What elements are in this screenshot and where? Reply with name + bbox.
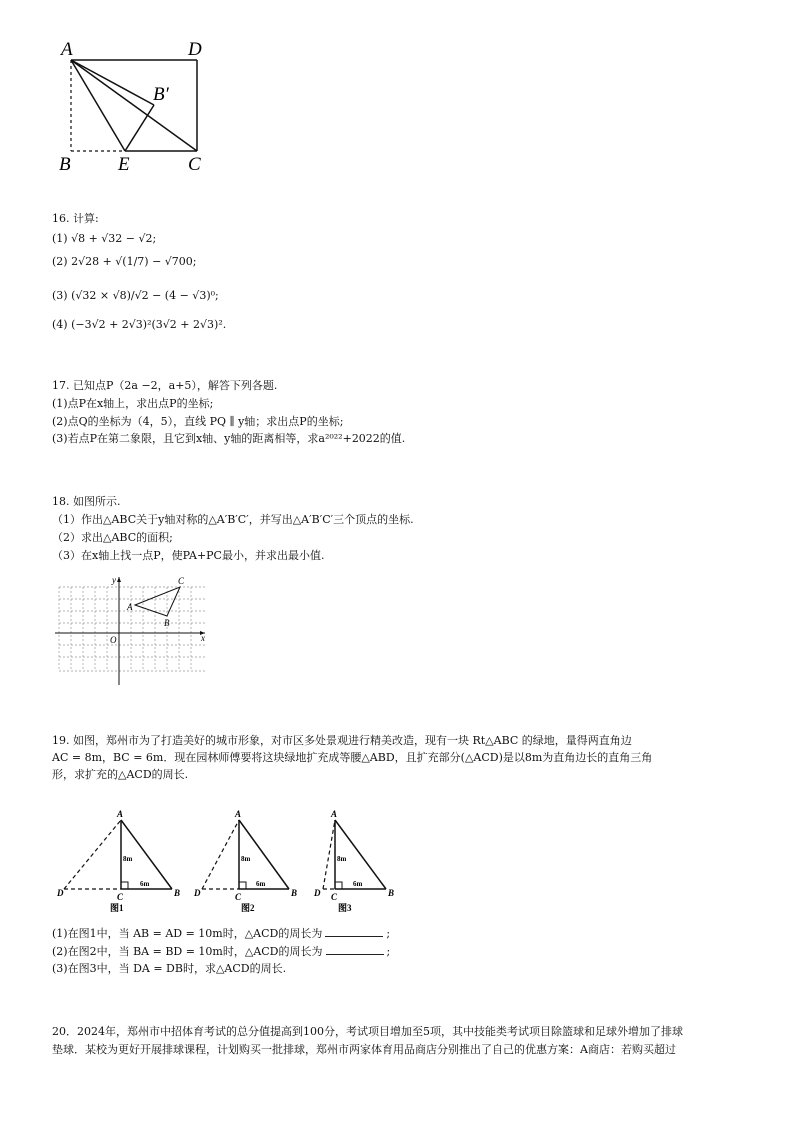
label-A: A (61, 39, 73, 60)
fig2-caption: 图2 (241, 903, 255, 913)
fig3-vertex-C: C (331, 892, 338, 902)
q20-line-1: 20．2024年，郑州市中招体育考试的总分值提高到100分，考试项目增加至5项，其中技能类考试项目除篮球和足球外增加了排球 (52, 1025, 683, 1038)
fig2-side-cb: 6m (256, 880, 266, 888)
q16-item-1: (1) √8 + √32 − √2; (52, 232, 157, 245)
q18-grid-figure (55, 575, 210, 687)
q19-sub-2 (52, 944, 390, 959)
fig3-side-ac: 8m (337, 855, 347, 863)
grid-label-y: y (112, 575, 116, 585)
q16-item-2: (2) 2√28 + √(1/7) − √700; (52, 255, 197, 268)
label-D: D (188, 39, 202, 60)
label-C: C (188, 154, 201, 175)
q16-item-3: (3) (√32 × √8)/√2 − (4 − √3)⁰; (52, 289, 219, 302)
fig2-vertex-D: D (194, 888, 201, 898)
fig3-caption: 图3 (338, 903, 352, 913)
q18-title: 18. 如图所示. (52, 495, 121, 508)
label-E: E (118, 154, 130, 175)
q16-title: 16. 计算: (52, 212, 99, 225)
q19-line-3: 形，求扩充的△ACD的周长. (52, 768, 189, 781)
grid-label-A: A (127, 602, 133, 612)
q19-sub-1 (52, 926, 390, 941)
fig1-vertex-D: D (57, 888, 64, 898)
fig1-vertex-B: B (174, 888, 181, 898)
q19-sub-1-end: ; (386, 927, 391, 940)
fig3-vertex-B: B (388, 888, 395, 898)
q19-line-1: 19. 如图，郑州市为了打造美好的城市形象，对市区多处景观进行精美改造，现有一块 Rt△ABC 的绿地，量得两直角边 (52, 734, 632, 747)
fig1-caption: 图1 (110, 903, 124, 913)
fig3-side-cb: 6m (353, 880, 363, 888)
rectangle-fold-figure (55, 38, 215, 178)
grid-label-C: C (178, 576, 185, 586)
q20-line-2: 垫球．某校为更好开展排球课程，计划购买一批排球，郑州市两家体育用品商店分别推出了自己的优惠方案：A商店：若购买超过 (52, 1043, 676, 1056)
q17-item-2: (2)点Q的坐标为（4，5），直线 PQ ∥ y轴；求出点P的坐标; (52, 415, 344, 428)
q19-figure-2 (190, 808, 305, 916)
label-B: B (59, 154, 71, 175)
q19-sub-1-text: (1)在图1中，当 AB = AD = 10m时，△ACD的周长为 (52, 927, 323, 940)
fig1-side-cb: 6m (140, 880, 150, 888)
grid-label-B: B (164, 618, 170, 628)
q17-item-3: (3)若点P在第二象限，且它到x轴、y轴的距离相等，求a²⁰²²+2022的值. (52, 432, 406, 445)
fig1-vertex-A: A (117, 809, 124, 819)
q19-answer-blank-2[interactable] (326, 944, 384, 955)
grid-label-O: O (110, 635, 117, 645)
q19-figure-3 (310, 808, 410, 916)
q18-item-1: （1）作出△ABC关于y轴对称的△A′B′C′，并写出△A′B′C′三个顶点的坐标. (52, 513, 414, 526)
q19-sub-3: (3)在图3中，当 DA = DB时，求△ACD的周长. (52, 962, 287, 975)
fig2-vertex-C: C (235, 892, 242, 902)
label-B-prime: B′ (153, 84, 169, 105)
q19-answer-blank-1[interactable] (325, 926, 383, 937)
q17-title: 17. 已知点P（2a −2，a+5），解答下列各题. (52, 379, 278, 392)
q16-item-4: (4) (−3√2 + 2√3)²(3√2 + 2√3)². (52, 318, 227, 331)
q19-line-2: AC = 8m，BC = 6m．现在园林师傅要将这块绿地扩充成等腰△ABD，且扩充部分(△ACD)是以8m为直角边长的直角三角 (52, 751, 653, 764)
fig3-vertex-D: D (314, 888, 321, 898)
fig1-side-ac: 8m (123, 855, 133, 863)
grid-label-x: x (201, 633, 205, 643)
fig1-vertex-C: C (117, 892, 124, 902)
q17-item-1: (1)点P在x轴上，求出点P的坐标; (52, 397, 214, 410)
fig2-vertex-B: B (291, 888, 298, 898)
fig2-side-ac: 8m (241, 855, 251, 863)
q19-figure-1 (52, 808, 187, 916)
fig3-vertex-A: A (331, 809, 338, 819)
q19-sub-2-end: ; (386, 945, 391, 958)
q19-sub-2-text: (2)在图2中，当 BA = BD = 10m时，△ACD的周长为 (52, 945, 323, 958)
fig2-vertex-A: A (235, 809, 242, 819)
q18-item-3: （3）在x轴上找一点P，使PA+PC最小，并求出最小值. (52, 549, 325, 562)
q18-item-2: （2）求出△ABC的面积; (52, 531, 173, 544)
